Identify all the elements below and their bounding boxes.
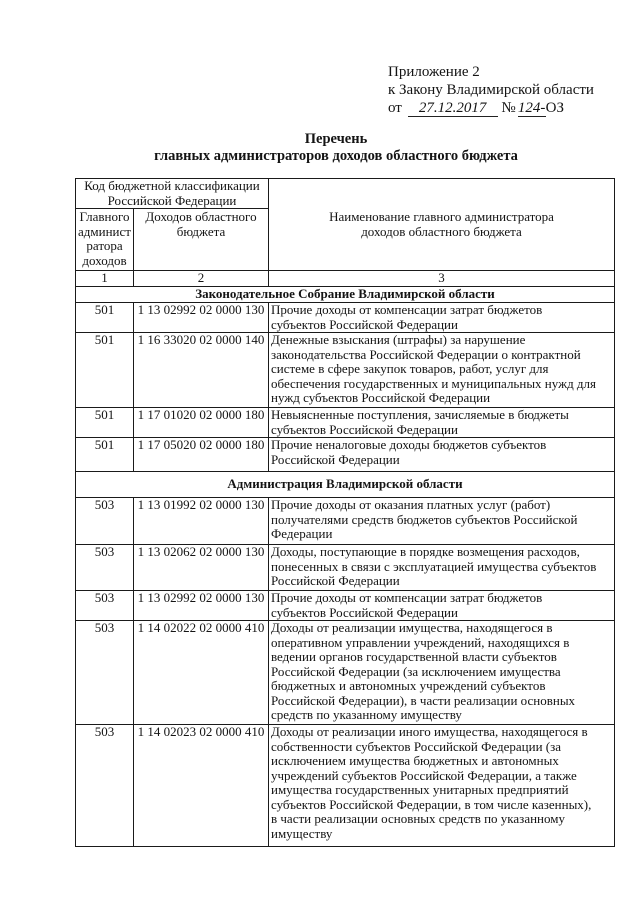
section-title: Администрация Владимирской области: [76, 472, 615, 498]
revenue-code-cell: 1 17 01020 02 0000 180: [134, 408, 269, 438]
admin-code-cell: 501: [76, 303, 134, 333]
header-code-group: Код бюджетной классификации Российской Федерации: [76, 179, 269, 209]
revenue-code-cell: 1 13 01992 02 0000 130: [134, 498, 269, 545]
header-admin-code: Главного админист ратора доходов: [76, 209, 134, 271]
appendix-law: к Закону Владимирской области: [388, 82, 594, 98]
column-number-2: 2: [134, 271, 269, 287]
handwritten-date: 27.12.2017: [408, 101, 498, 117]
revenue-name-cell: Доходы от реализации иного имущества, находящегося в собственности субъектов Российской Федерации (за исключением имущества бюджетных и автономных учреждений субъектов Российской Федерации, а также имущества государственных унитарных предприятий субъектов Российской Федерации, в том числе казенных), в части реализации основных средств по указанному имуществу: [269, 725, 615, 847]
revenue-code-cell: 1 13 02062 02 0000 130: [134, 545, 269, 591]
revenue-name-cell: Прочие доходы от компенсации затрат бюджетов субъектов Российской Федерации: [269, 591, 615, 621]
heading-subtitle: главных администраторов доходов областного бюджета: [154, 148, 518, 164]
revenue-name-cell: Прочие доходы от оказания платных услуг (работ) получателями средств бюджетов субъектов Российской Федерации: [269, 498, 615, 545]
number-suffix: ОЗ: [545, 100, 565, 116]
revenue-name-cell: Прочие доходы от компенсации затрат бюджетов субъектов Российской Федерации: [269, 303, 615, 333]
appendix-block: [388, 63, 594, 117]
revenue-name-cell: Невыясненные поступления, зачисляемые в бюджеты субъектов Российской Федерации: [269, 408, 615, 438]
admin-code-cell: 503: [76, 591, 134, 621]
admin-code-cell: 503: [76, 725, 134, 847]
table-row: [76, 591, 615, 621]
revenue-name-cell: Денежные взыскания (штрафы) за нарушение законодательства Российской Федерации о контрактной системе в сфере закупок товаров, работ, услуг для обеспечения государственных и муниципальных нужд для нужд субъектов Российской Федерации: [269, 333, 615, 408]
admin-code-cell: 501: [76, 408, 134, 438]
table-row: [76, 725, 615, 847]
table-row: [76, 408, 615, 438]
header-name: Наименование главного администратора доходов областного бюджета: [269, 179, 615, 271]
table-header-row: [76, 179, 615, 209]
admin-code-cell: 503: [76, 498, 134, 545]
administrators-table: [75, 178, 615, 847]
revenue-code-cell: 1 16 33020 02 0000 140: [134, 333, 269, 408]
revenue-code-cell: 1 13 02992 02 0000 130: [134, 591, 269, 621]
revenue-name-cell: Доходы, поступающие в порядке возмещения расходов, понесенных в связи с эксплуатацией имущества субъектов Российской Федерации: [269, 545, 615, 591]
table-row: [76, 303, 615, 333]
revenue-code-cell: 1 14 02023 02 0000 410: [134, 725, 269, 847]
section-row: [76, 287, 615, 303]
table-row: [76, 438, 615, 472]
revenue-code-cell: 1 14 02022 02 0000 410: [134, 621, 269, 725]
date-prefix: от: [388, 100, 402, 116]
column-number-1: 1: [76, 271, 134, 287]
admin-code-cell: 501: [76, 438, 134, 472]
revenue-code-cell: 1 17 05020 02 0000 180: [134, 438, 269, 472]
column-numbers-row: [76, 271, 615, 287]
handwritten-number: 124-: [517, 100, 546, 116]
appendix-title: Приложение 2: [388, 64, 480, 80]
table-row: [76, 498, 615, 545]
column-number-3: 3: [269, 271, 615, 287]
revenue-name-cell: Прочие неналоговые доходы бюджетов субъектов Российской Федерации: [269, 438, 615, 472]
header-revenue-code: Доходов областного бюджета: [134, 209, 269, 271]
appendix-date-line: [388, 99, 594, 117]
table-row: [76, 333, 615, 408]
revenue-name-cell: Доходы от реализации имущества, находящегося в оперативном управлении учреждений, находящихся в ведении органов государственной власти субъектов Российской Федерации (за исключением имущества бюджетных и автономных учреждений субъектов Российской Федерации), в части реализации основных средств по указанному имуществу: [269, 621, 615, 725]
section-row: [76, 472, 615, 498]
admin-code-cell: 503: [76, 545, 134, 591]
table-row: [76, 545, 615, 591]
table-row: [76, 621, 615, 725]
revenue-code-cell: 1 13 02992 02 0000 130: [134, 303, 269, 333]
document-heading: [32, 131, 640, 165]
heading-title: Перечень: [304, 131, 368, 147]
admin-code-cell: 503: [76, 621, 134, 725]
number-sign: №: [501, 100, 516, 116]
section-title: Законодательное Собрание Владимирской области: [76, 287, 615, 303]
admin-code-cell: 501: [76, 333, 134, 408]
